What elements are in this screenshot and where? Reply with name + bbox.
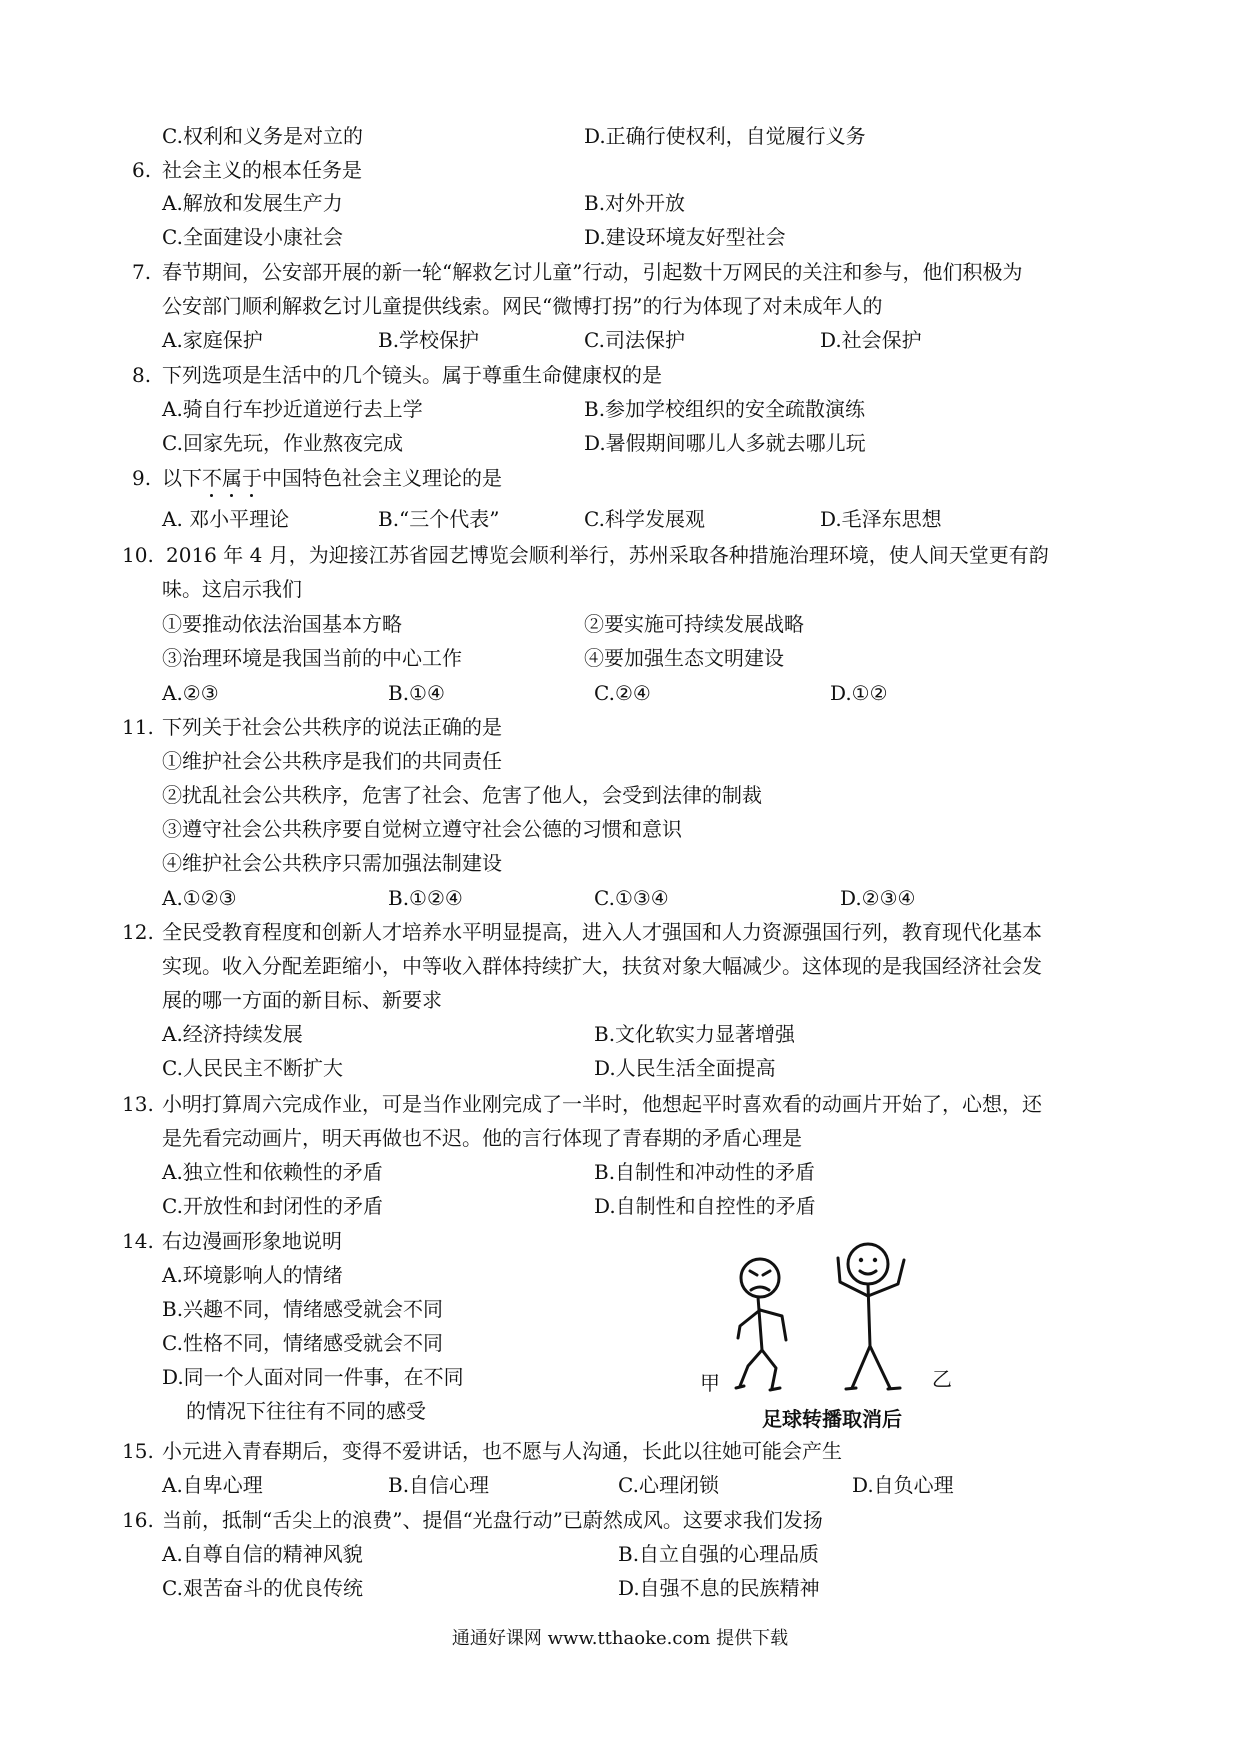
q15-option-c: C.心理闭锁 — [618, 1473, 719, 1497]
q5-option-c: C.权利和义务是对立的 — [162, 124, 363, 148]
q10-option-d: D.①② — [830, 681, 888, 705]
q15-option-a: A.自卑心理 — [162, 1473, 263, 1497]
q12-option-a: A.经济持续发展 — [162, 1022, 303, 1046]
q14-option-b: B.兴趣不同，情绪感受就会不同 — [162, 1297, 444, 1321]
q10-statement-2: ②要实施可持续发展战略 — [584, 612, 804, 636]
q16-option-a: A.自尊自信的精神风貌 — [162, 1542, 363, 1566]
q6-option-d: D.建设环境友好型社会 — [584, 225, 786, 249]
q16-option-d: D.自强不息的民族精神 — [618, 1576, 820, 1600]
q14-option-d-line1: D.同一个人面对同一件事，在不同 — [162, 1365, 464, 1389]
q11-number: 11. — [122, 715, 154, 739]
happy-figure-yi — [838, 1244, 904, 1389]
q16-option-c: C.艰苦奋斗的优良传统 — [162, 1576, 363, 1600]
q14-option-d-line2: 的情况下往往有不同的感受 — [186, 1399, 426, 1423]
emphasis-dot — [210, 494, 213, 497]
q13-stem-line2: 是先看完动画片，明天再做也不迟。他的言行体现了青春期的矛盾心理是 — [162, 1126, 802, 1150]
q10-option-c: C.②④ — [594, 681, 651, 705]
q14-option-a: A.环境影响人的情绪 — [162, 1263, 343, 1287]
cartoon-caption: 足球转播取消后 — [762, 1407, 902, 1431]
q7-option-c: C.司法保护 — [584, 328, 685, 352]
q10-statement-1: ①要推动依法治国基本方略 — [162, 612, 402, 636]
q9-number: 9. — [132, 466, 152, 490]
q13-option-d: D.自制性和自控性的矛盾 — [594, 1194, 816, 1218]
q12-number: 12. — [122, 920, 154, 944]
q13-option-c: C.开放性和封闭性的矛盾 — [162, 1194, 383, 1218]
q10-option-a: A.②③ — [162, 681, 219, 705]
q13-option-a: A.独立性和依赖性的矛盾 — [162, 1160, 383, 1184]
q15-option-b: B.自信心理 — [388, 1473, 490, 1497]
q14-number: 14. — [122, 1229, 154, 1253]
q5-option-d: D.正确行使权利，自觉履行义务 — [584, 124, 866, 148]
q12-option-c: C.人民民主不断扩大 — [162, 1056, 343, 1080]
q12-stem-line1: 全民受教育程度和创新人才培养水平明显提高，进入人才强国和人力资源强国行列，教育现代化基本 — [162, 920, 1042, 944]
q11-statement-1: ①维护社会公共秩序是我们的共同责任 — [162, 749, 502, 773]
q12-option-d: D.人民生活全面提高 — [594, 1056, 776, 1080]
q8-stem: 下列选项是生活中的几个镜头。属于尊重生命健康权的是 — [162, 363, 662, 387]
q7-stem-line2: 公安部门顺利解救乞讨儿童提供线索。网民“微博打拐”的行为体现了对未成年人的 — [162, 294, 883, 318]
q14-stem: 右边漫画形象地说明 — [162, 1229, 342, 1253]
page-footer: 通通好课网 www.tthaoke.com 提供下载 — [451, 1628, 789, 1649]
q9-option-d: D.毛泽东思想 — [820, 507, 942, 531]
q11-option-c: C.①③④ — [594, 886, 669, 910]
q11-option-d: D.②③④ — [840, 886, 916, 910]
q9-stem: 以下不属于中国特色社会主义理论的是 — [162, 466, 502, 490]
q16-stem: 当前，抵制“舌尖上的浪费”、提倡“光盘行动”已蔚然成风。这要求我们发扬 — [162, 1508, 823, 1532]
emphasis-dot — [230, 494, 233, 497]
q15-stem: 小元进入青春期后，变得不爱讲话，也不愿与人沟通，长此以往她可能会产生 — [162, 1439, 842, 1463]
q9-option-a: A. 邓小平理论 — [162, 507, 290, 531]
q11-statement-3: ③遵守社会公共秩序要自觉树立遵守社会公德的习惯和意识 — [162, 817, 682, 841]
q6-option-c: C.全面建设小康社会 — [162, 225, 343, 249]
q8-option-d: D.暑假期间哪儿人多就去哪儿玩 — [584, 431, 866, 455]
q11-stem: 下列关于社会公共秩序的说法正确的是 — [162, 715, 502, 739]
q10-statement-4: ④要加强生态文明建设 — [584, 646, 784, 670]
q7-option-a: A.家庭保护 — [162, 328, 263, 352]
q6-number: 6. — [132, 158, 152, 182]
q11-option-a: A.①②③ — [162, 886, 237, 910]
q10-stem-line2: 味。这启示我们 — [162, 577, 302, 601]
q10-option-b: B.①④ — [388, 681, 445, 705]
q9-option-c: C.科学发展观 — [584, 507, 705, 531]
q8-option-c: C.回家先玩，作业熬夜完成 — [162, 431, 403, 455]
q8-option-a: A.骑自行车抄近道逆行去上学 — [162, 397, 423, 421]
q6-option-b: B.对外开放 — [584, 191, 686, 215]
q16-number: 16. — [122, 1508, 154, 1532]
q6-option-a: A.解放和发展生产力 — [162, 191, 343, 215]
figure-label-jia: 甲 — [700, 1371, 720, 1395]
q11-option-b: B.①②④ — [388, 886, 463, 910]
q7-option-b: B.学校保护 — [378, 328, 480, 352]
q10-stem-line1: 2016 年 4 月，为迎接江苏省园艺博览会顺利举行，苏州采取各种措施治理环境，使人间天堂更有韵 — [166, 543, 1049, 567]
q7-stem-line1: 春节期间，公安部开展的新一轮“解救乞讨儿童”行动，引起数十万网民的关注和参与，他们积极为 — [162, 260, 1023, 284]
q7-option-d: D.社会保护 — [820, 328, 922, 352]
q12-stem-line3: 展的哪一方面的新目标、新要求 — [162, 988, 442, 1012]
q13-option-b: B.自制性和冲动性的矛盾 — [594, 1160, 816, 1184]
cartoon-illustration — [690, 1238, 970, 1398]
q10-number: 10. — [122, 543, 154, 567]
q7-number: 7. — [132, 260, 152, 284]
sad-figure-jia — [736, 1259, 786, 1390]
figure-label-yi: 乙 — [932, 1367, 952, 1391]
q15-option-d: D.自负心理 — [852, 1473, 954, 1497]
q12-stem-line2: 实现。收入分配差距缩小，中等收入群体持续扩大，扶贫对象大幅减少。这体现的是我国经济社会发 — [162, 954, 1042, 978]
q9-option-b: B.“三个代表” — [378, 507, 500, 531]
q8-option-b: B.参加学校组织的安全疏散演练 — [584, 397, 866, 421]
q13-number: 13. — [122, 1092, 154, 1116]
q14-option-c: C.性格不同，情绪感受就会不同 — [162, 1331, 443, 1355]
q10-statement-3: ③治理环境是我国当前的中心工作 — [162, 646, 462, 670]
q16-option-b: B.自立自强的心理品质 — [618, 1542, 820, 1566]
q11-statement-4: ④维护社会公共秩序只需加强法制建设 — [162, 851, 502, 875]
q12-option-b: B.文化软实力显著增强 — [594, 1022, 796, 1046]
emphasis-dot — [250, 494, 253, 497]
q13-stem-line1: 小明打算周六完成作业，可是当作业刚完成了一半时，他想起平时喜欢看的动画片开始了，心想，还 — [162, 1092, 1042, 1116]
q15-number: 15. — [122, 1439, 154, 1463]
q11-statement-2: ②扰乱社会公共秩序，危害了社会、危害了他人，会受到法律的制裁 — [162, 783, 762, 807]
q6-stem: 社会主义的根本任务是 — [162, 158, 362, 182]
q8-number: 8. — [132, 363, 152, 387]
